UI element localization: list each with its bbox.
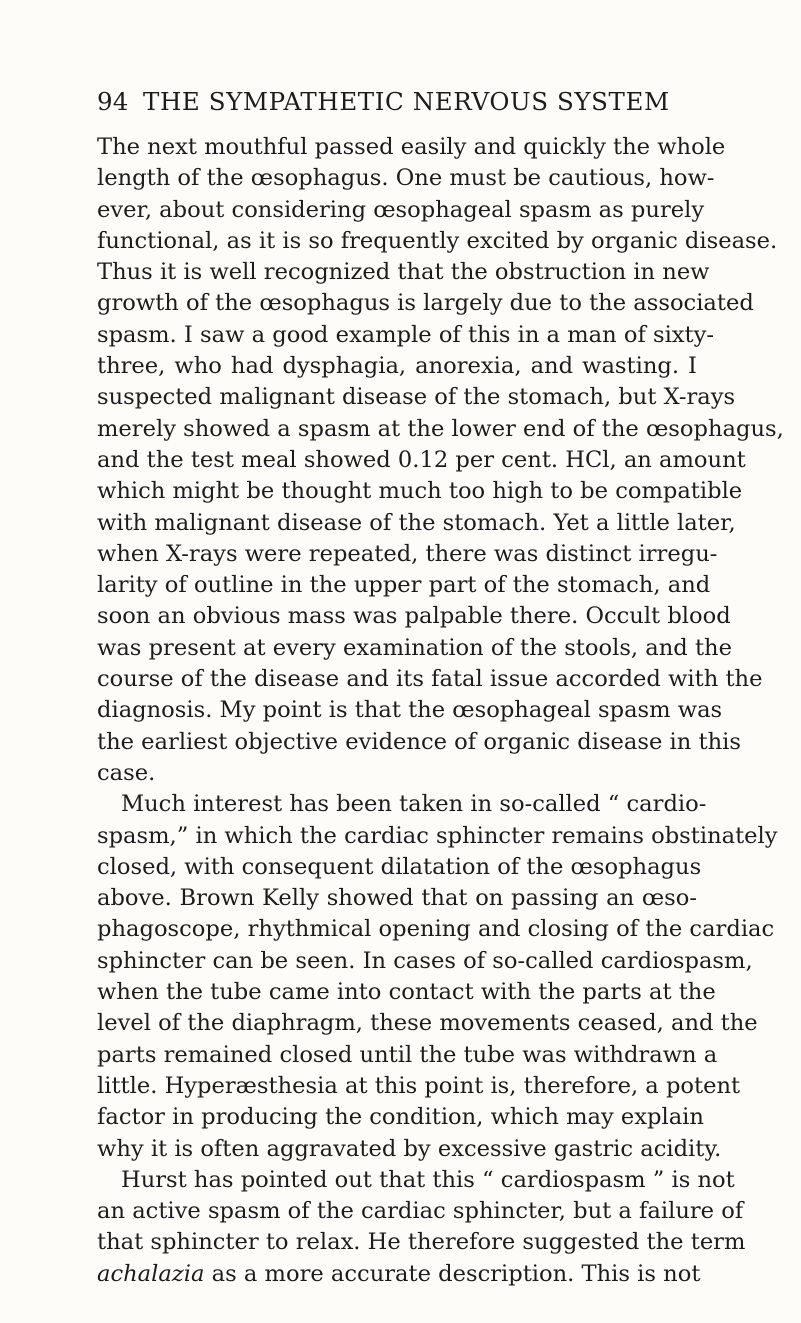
italic-term: achalazia [97, 1260, 205, 1287]
text-line: Hurst has pointed out that this “ cardiospasm ” is not [121, 1166, 735, 1193]
text-line: soon an obvious mass was palpable there. Occult blood [97, 603, 731, 630]
text-line: an active spasm of the cardiac sphincter, but a failure of [97, 1198, 744, 1225]
running-head [97, 84, 687, 120]
text-line: suspected malignant disease of the stomach, but X-rays [97, 384, 736, 411]
text-line: Much interest has been taken in so-called “ cardio- [121, 791, 707, 818]
body-text [97, 132, 784, 1290]
text-line: was present at every examination of the stools, and the [97, 634, 732, 661]
text-line: growth of the œsophagus is largely due to the associated [97, 290, 754, 317]
paragraph-end-line: why it is often aggravated by excessive gastric acidity. [97, 1135, 722, 1162]
text-line: when X-rays were repeated, there was distinct irregu- [97, 540, 718, 567]
page-number: 94 [97, 87, 129, 116]
text-line: length of the œsophagus. One must be cautious, how- [97, 165, 715, 192]
text-line: merely showed a spasm at the lower end of the œsophagus, [97, 415, 784, 442]
text-line: above. Brown Kelly showed that on passing an œso- [97, 885, 697, 912]
text-line: three, who had dysphagia, anorexia, and wasting. I [97, 353, 697, 380]
text-line: factor in producing the condition, which may explain [97, 1104, 704, 1131]
text-line: and the test meal showed 0.12 per cent. HCl, an amount [97, 446, 746, 473]
text-line: the earliest objective evidence of organic disease in this [97, 728, 741, 755]
final-line-rest: as a more accurate description. This is not [211, 1260, 701, 1287]
text-line: phagoscope, rhythmical opening and closing of the cardiac [97, 916, 775, 943]
text-line: sphincter can be seen. In cases of so-called cardiospasm, [97, 947, 753, 974]
final-text-line [97, 1259, 701, 1290]
text-line: when the tube came into contact with the parts at the [97, 979, 716, 1006]
text-line: closed, with consequent dilatation of the œsophagus [97, 853, 702, 880]
running-title: THE SYMPATHETIC NERVOUS SYSTEM [143, 87, 670, 116]
text-line: course of the disease and its fatal issue accorded with the [97, 666, 763, 693]
text-line: level of the diaphragm, these movements ceased, and the [97, 1010, 758, 1037]
text-line: spasm,” in which the cardiac sphincter remains obstinately [97, 822, 778, 849]
text-line: diagnosis. My point is that the œsophageal spasm was [97, 697, 723, 724]
text-line: spasm. I saw a good example of this in a man of sixty- [97, 321, 715, 348]
text-line: Thus it is well recognized that the obstruction in new [97, 259, 710, 286]
text-line: ever, about considering œsophageal spasm as purely [97, 196, 705, 223]
text-line: that sphincter to relax. He therefore suggested the term [97, 1229, 746, 1256]
text-line: little. Hyperæsthesia at this point is, therefore, a potent [97, 1072, 741, 1099]
text-line: parts remained closed until the tube was withdrawn a [97, 1041, 718, 1068]
text-line: The next mouthful passed easily and quickly the whole [97, 134, 726, 160]
text-line: which might be thought much too high to be compatible [97, 478, 743, 505]
text-line: with malignant disease of the stomach. Yet a little later, [97, 509, 736, 536]
paragraph-end-line: case. [97, 759, 156, 786]
text-line: functional, as it is so frequently excited by organic disease. [97, 227, 778, 254]
text-line: larity of outline in the upper part of the stomach, and [97, 572, 711, 599]
